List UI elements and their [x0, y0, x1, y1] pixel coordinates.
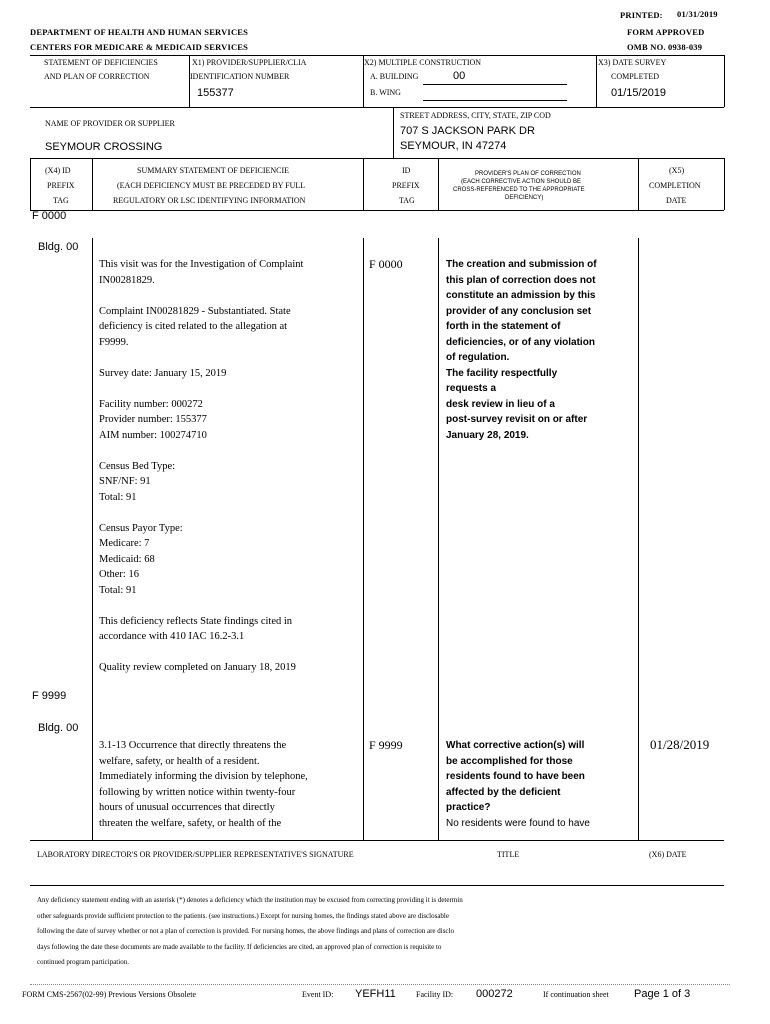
x1-label-1: X1) PROVIDER/SUPPLIER/CLIA	[192, 58, 307, 67]
rule-above-columns	[30, 158, 724, 159]
rule-body-id	[438, 238, 439, 840]
summary-line: Total: 91	[99, 491, 137, 503]
col-x4-l1: (X4) ID	[45, 166, 71, 175]
footer-note-line: other safeguards provide sufficient protection to the patients. (see instructions.) Except for nursing homes, the findings stated above are disclosable	[37, 911, 449, 920]
address-line2: SEYMOUR, IN 47274	[400, 140, 507, 152]
col-plan-l3: CROSS-REFERENCED TO THE APPROPRIATE	[453, 187, 585, 193]
summary-line	[99, 381, 359, 397]
col-x5-l3: DATE	[666, 196, 687, 205]
col-x4-l2: PREFIX	[47, 181, 75, 190]
rule-col-right	[724, 158, 725, 210]
summary-line: Provider number: 155377	[99, 414, 207, 425]
plan-line: The facility respectfully	[446, 367, 558, 379]
footer-note-line: following the date of survey whether or not a plan of correction is provided. For nursing homes, the above findings and plans of correction are disclo	[37, 927, 454, 935]
col-x5-l2: COMPLETION	[649, 181, 701, 190]
omb-number: OMB NO. 0938-039	[627, 42, 703, 52]
plan-line: constitute an admission by this	[446, 290, 596, 301]
plan-line: deficiencies, or of any violation	[446, 336, 595, 348]
col-plan-l1: PROVIDER'S PLAN OF CORRECTION	[475, 171, 581, 177]
f0000-tag: F 0000	[32, 210, 67, 222]
provider-name-label: NAME OF PROVIDER OR SUPPLIER	[45, 119, 175, 128]
col-x4-l3: TAG	[53, 196, 69, 205]
provider-name-value: SEYMOUR CROSSING	[45, 141, 163, 153]
printed-label: PRINTED:	[620, 10, 663, 20]
rule-above-signature	[30, 840, 724, 841]
plan-line: of regulation.	[446, 352, 510, 363]
summary-line: Immediately informing the division by telephone,	[99, 771, 308, 782]
summary-line: Survey date: January 15, 2019	[99, 367, 227, 379]
summary-line: 3.1-13 Occurrence that directly threatens the	[99, 740, 287, 751]
summary-line: Complaint IN00281829 - Substantiated. State	[99, 305, 291, 317]
building-label: A. BUILDING	[370, 72, 419, 81]
rule-x3-left	[596, 55, 597, 107]
summary-line: F9999.	[99, 336, 129, 348]
summary-line: Facility number: 000272	[99, 398, 203, 410]
form-id: FORM CMS-2567(02-99) Previous Versions Obsolete	[22, 990, 197, 999]
plan-line: practice?	[446, 802, 491, 813]
col-id-l3: TAG	[399, 196, 415, 205]
rule-body-x4	[92, 238, 93, 840]
rule-address-left	[393, 107, 394, 158]
f9999-summary	[99, 738, 359, 831]
address-line1: 707 S JACKSON PARK DR	[400, 125, 535, 137]
summary-line: Quality review completed on January 18, 2019	[99, 662, 296, 673]
statement-label-1: STATEMENT OF DEFICIENCIES	[44, 58, 158, 67]
f0000-plan	[446, 257, 634, 443]
summary-line	[99, 645, 359, 661]
event-id-label: Event ID:	[302, 990, 334, 999]
plan-line: provider of any conclusion set	[446, 305, 592, 317]
f9999-tag: F 9999	[32, 690, 67, 702]
summary-line: SNF/NF: 91	[99, 476, 151, 487]
summary-line: Medicaid: 68	[99, 553, 155, 565]
wing-label: B. WING	[370, 88, 401, 97]
summary-line	[99, 505, 359, 521]
facility-id-value: 000272	[476, 988, 513, 1000]
summary-line: Total: 91	[99, 584, 137, 596]
col-summary-l1: SUMMARY STATEMENT OF DEFICIENCIE	[137, 166, 290, 175]
footer-note-line: continued program participation.	[37, 958, 129, 966]
col-x5-l1: (X5)	[669, 166, 685, 175]
summary-line: threaten the welfare, safety, or health of the	[99, 817, 282, 829]
footer-note-line: Any deficiency statement ending with an asterisk (*) denotes a deficiency which the institution may be excused from correcting providing it is determin	[37, 896, 463, 904]
address-label: STREET ADDRESS, CITY, STATE, ZIP COD	[400, 111, 551, 120]
summary-line: Medicare: 7	[99, 538, 150, 549]
x3-label-2: COMPLETED	[611, 72, 659, 81]
plan-line: No residents were found to have	[446, 817, 590, 829]
summary-line: hours of unusual occurrences that directly	[99, 802, 275, 813]
rule-col-plan	[638, 158, 639, 210]
plan-line: desk review in lieu of a	[446, 398, 555, 410]
rule-col-left	[30, 158, 31, 210]
printed-date: 01/31/2019	[677, 9, 718, 19]
footer-note	[37, 893, 737, 971]
plan-line: be accomplished for those	[446, 755, 573, 767]
provider-id-value: 155377	[197, 87, 234, 99]
f9999-plan	[446, 738, 634, 831]
f9999-bldg: Bldg. 00	[38, 722, 79, 734]
summary-line: AIM number: 100274710	[99, 429, 207, 441]
signature-label: LABORATORY DIRECTOR'S OR PROVIDER/SUPPLIER REPRESENTATIVE'S SIGNATURE	[37, 850, 354, 859]
department-title: DEPARTMENT OF HEALTH AND HUMAN SERVICES	[30, 27, 249, 37]
f0000-summary	[99, 257, 359, 676]
plan-line: this plan of correction does not	[446, 274, 596, 286]
rule-body-plan	[638, 238, 639, 840]
plan-line: January 28, 2019.	[446, 429, 529, 441]
summary-line: Census Payor Type:	[99, 522, 183, 534]
rule-top	[30, 55, 724, 56]
plan-line: forth in the statement of	[446, 321, 561, 332]
col-id-l1: ID	[402, 166, 411, 175]
form-approved: FORM APPROVED	[627, 27, 705, 37]
rule-under-columns	[30, 210, 724, 211]
plan-line: What corrective action(s) will	[446, 740, 585, 751]
f0000-right-tag: F 0000	[369, 257, 403, 271]
rule-under-top	[30, 107, 724, 108]
footer-note-line: days following the date these documents are made available to the facility. If deficiencies are cited, an approved plan of correction is requisite to	[37, 942, 442, 951]
plan-line: affected by the deficient	[446, 786, 561, 798]
f9999-right-tag: F 9999	[369, 738, 403, 752]
survey-date-value: 01/15/2019	[611, 87, 667, 99]
x3-label-1: X3) DATE SURVEY	[598, 58, 667, 67]
continuation-label: If continuation sheet	[543, 990, 609, 999]
x1-label-2: IDENTIFICATION NUMBER	[190, 72, 290, 81]
centers-title: CENTERS FOR MEDICARE & MEDICAID SERVICES	[30, 42, 249, 52]
summary-line	[99, 288, 359, 304]
summary-line: Census Bed Type:	[99, 460, 176, 472]
rule-body-summary	[363, 238, 364, 840]
x2-label: X2) MULTIPLE CONSTRUCTION	[364, 58, 482, 67]
summary-line: Other: 16	[99, 569, 139, 580]
facility-id-label: Facility ID:	[416, 990, 454, 999]
col-plan-l4: DEFICIENCY)	[505, 195, 544, 201]
summary-line: deficiency is cited related to the allegation at	[99, 321, 288, 332]
rule-col-x4	[92, 158, 93, 210]
page-number: Page 1 of 3	[634, 988, 691, 1000]
summary-line: accordance with 410 IAC 16.2-3.1	[99, 631, 245, 642]
summary-line: This visit was for the Investigation of Complaint	[99, 259, 304, 270]
plan-line: requests a	[446, 383, 497, 394]
summary-line	[99, 350, 359, 366]
rule-col-id	[438, 158, 439, 210]
col-plan-l2: (EACH CORRECTIVE ACTION SHOULD BE	[461, 179, 582, 185]
col-summary-l2: (EACH DEFICIENCY MUST BE PRECEDED BY FULL	[117, 181, 306, 190]
building-underline	[423, 84, 567, 85]
x6-date-label: (X6) DATE	[649, 850, 687, 859]
col-id-l2: PREFIX	[392, 181, 420, 190]
summary-line	[99, 443, 359, 459]
summary-line	[99, 598, 359, 614]
plan-line: post-survey revisit on or after	[446, 414, 588, 425]
rule-x1-left	[189, 55, 190, 107]
summary-line: IN00281829.	[99, 274, 155, 286]
plan-line: residents found to have been	[446, 771, 585, 782]
f0000-bldg: Bldg. 00	[38, 241, 79, 253]
building-value: 00	[453, 70, 466, 82]
rule-col-summary	[363, 158, 364, 210]
plan-line: The creation and submission of	[446, 259, 597, 270]
title-label: TITLE	[497, 850, 520, 859]
wing-underline	[423, 100, 567, 101]
summary-line: welfare, safety, or health of a resident.	[99, 755, 260, 767]
statement-label-2: AND PLAN OF CORRECTION	[44, 72, 150, 81]
event-id-value: YEFH11	[355, 988, 396, 1000]
summary-line: This deficiency reflects State findings cited in	[99, 615, 293, 627]
f9999-completion-date: 01/28/2019	[650, 737, 710, 752]
rule-right-top	[724, 55, 725, 107]
rule-below-signature	[30, 885, 724, 886]
col-summary-l3: REGULATORY OR LSC IDENTIFYING INFORMATION	[113, 196, 306, 205]
summary-line: following by written notice within twenty-four	[99, 786, 296, 798]
rule-footer-dotted	[30, 984, 730, 985]
